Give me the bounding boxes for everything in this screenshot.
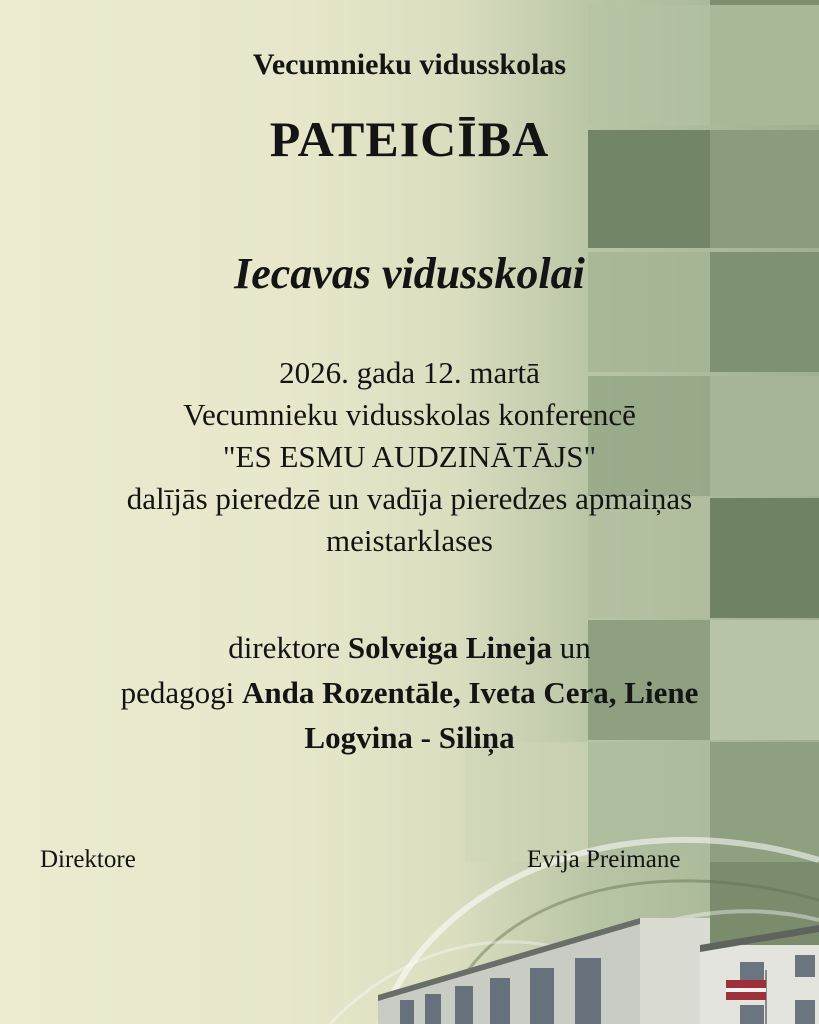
body-line-activity: dalījās pieredzē un vadīja pieredzes apmaiņas: [126, 481, 693, 516]
director-line: [30, 625, 789, 670]
teachers-line-2: [30, 715, 789, 760]
certificate-body: [0, 352, 819, 562]
school-name: Vecumnieku vidusskolas: [252, 48, 567, 81]
teachers-names-1: Anda Rozentāle, Iveta Cera, Liene: [242, 675, 699, 710]
honorees: [30, 625, 789, 760]
director-role: direktore: [228, 630, 341, 665]
body-line-conference: Vecumnieku vidusskolas konferencē: [183, 397, 636, 432]
signature-role: Direktore: [40, 846, 136, 873]
director-name: Solveiga Lineja: [347, 630, 552, 665]
teachers-line: [30, 670, 789, 715]
recipient-name: Iecavas vidusskolai: [234, 249, 585, 298]
body-line-date: 2026. gada 12. martā: [279, 355, 540, 390]
body-line-masterclasses: meistarklases: [325, 523, 493, 558]
teachers-names-2: Logvina - Siliņa: [304, 720, 515, 755]
teachers-role: pedagogi: [120, 675, 235, 710]
signature-name: Evija Preimane: [527, 846, 681, 873]
connector-word: un: [559, 630, 591, 665]
certificate-title: PATEICĪBA: [269, 111, 550, 167]
body-line-conference-title: "ES ESMU AUDZINĀTĀJS": [222, 439, 597, 474]
